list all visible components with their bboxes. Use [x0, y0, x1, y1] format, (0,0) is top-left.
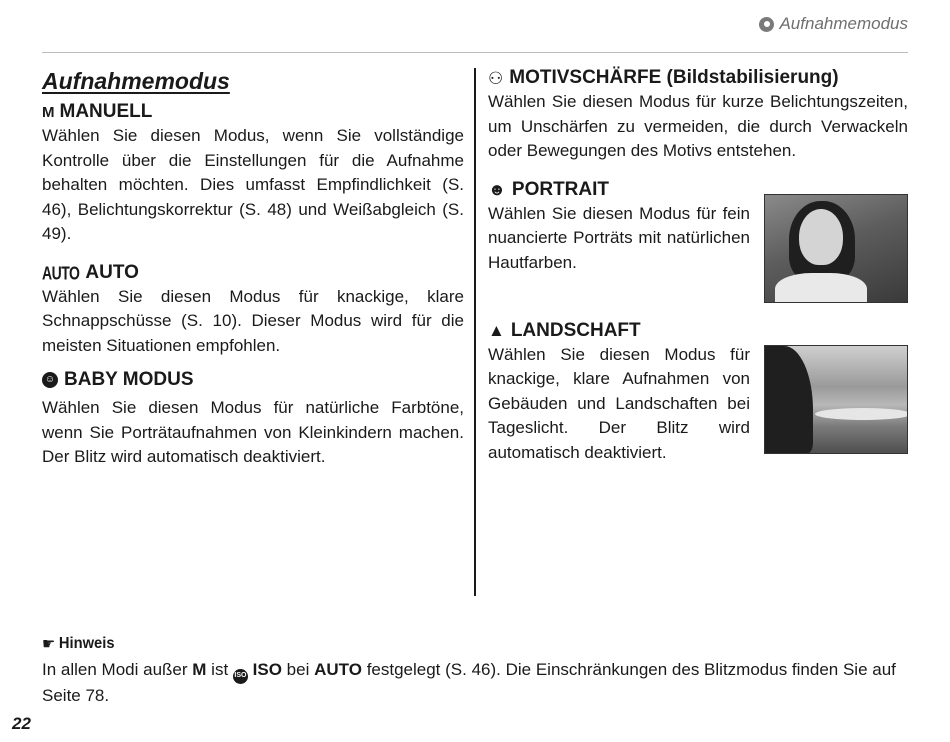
- section-landschaft-body: Wählen Sie diesen Modus für knackige, klare Aufnahmen von Gebäuden und Landschaften bei Tageslicht. Der Blitz wird automatisch deaktiviert.: [488, 344, 750, 462]
- section-manuell-body: Wählen Sie diesen Modus, wenn Sie vollständige Kontrolle über die Einstellungen für die Aufnahme behalten möchten. Dies umfasst Empfindlichkeit (S. 46), Belichtungskorrektur (S. 48) und Weißabgleich (S. 49).: [42, 126, 464, 243]
- landscape-photo: [764, 345, 908, 454]
- section-portrait-content: [488, 202, 908, 303]
- stabilization-icon: ⚇: [488, 68, 504, 88]
- camera-manual-icon: M: [192, 660, 207, 679]
- section-auto-heading: [42, 261, 464, 285]
- running-header-title: Aufnahmemodus: [779, 14, 908, 33]
- right-column: [488, 66, 908, 465]
- running-header: [759, 14, 908, 34]
- portrait-photo: [764, 194, 908, 303]
- section-landschaft-content: [488, 343, 908, 466]
- section-manuell-heading: [42, 100, 464, 124]
- note-iso-label: ISO: [252, 660, 282, 679]
- note-auto-label: AUTO: [314, 660, 362, 679]
- section-auto-title: AUTO: [85, 261, 139, 283]
- section-auto-body: Wählen Sie diesen Modus für knackige, klare Schnappschüsse (S. 10). Dieser Modus wird für die meisten Situationen empfohlen.: [42, 286, 464, 355]
- header-rule: [42, 52, 908, 53]
- note-text-2: ist: [211, 660, 229, 679]
- note-text-4: festgelegt (S. 46). Die Einschränkungen des Blitzmodus finden Sie auf Seite 78.: [42, 660, 896, 705]
- note-heading: [42, 634, 839, 654]
- note-text-1: In allen Modi außer: [42, 660, 188, 679]
- left-column: [42, 66, 464, 470]
- section-motiv-heading: [488, 66, 908, 90]
- note-title: Hinweis: [58, 635, 115, 652]
- iso-icon: ISO: [233, 669, 248, 684]
- note-body: [42, 658, 908, 708]
- pointing-hand-icon: ☛: [42, 636, 56, 653]
- section-motiv-title: MOTIVSCHÄRFE (Bildstabilisierung): [509, 67, 839, 88]
- landscape-icon: ▲: [488, 321, 505, 340]
- camera-icon: [759, 17, 774, 32]
- section-motiv-body: Wählen Sie diesen Modus für kurze Belichtungszeiten, um Unschärfen zu vermeiden, die durch Verwackeln oder Bewegungen des Motivs entstehen.: [488, 92, 908, 160]
- page-number: 22: [12, 714, 31, 733]
- camera-manual-icon: M: [42, 103, 54, 121]
- section-manuell-title: MANUELL: [59, 101, 153, 122]
- note-box: [42, 634, 908, 708]
- section-baby-body: Wählen Sie diesen Modus für natürliche Farbtöne, wenn Sie Porträtaufnahmen von Kleinkindern machen. Der Blitz wird automatisch deaktiviert.: [42, 398, 464, 466]
- section-portrait-body: Wählen Sie diesen Modus für fein nuancierte Porträts mit natürlichen Hautfarben.: [488, 203, 750, 272]
- note-text-3: bei: [286, 660, 310, 679]
- section-baby-title: BABY MODUS: [64, 369, 194, 390]
- baby-icon: ☺: [42, 372, 58, 388]
- section-portrait-title: PORTRAIT: [511, 178, 609, 200]
- column-divider: [474, 68, 476, 596]
- section-baby-heading: [42, 368, 464, 392]
- section-landschaft-title: LANDSCHAFT: [510, 319, 641, 341]
- page-title: Aufnahmemodus: [42, 68, 230, 94]
- portrait-icon: ☻: [488, 180, 506, 199]
- auto-icon: AUTO: [42, 262, 80, 283]
- section-landschaft-heading: [488, 319, 908, 343]
